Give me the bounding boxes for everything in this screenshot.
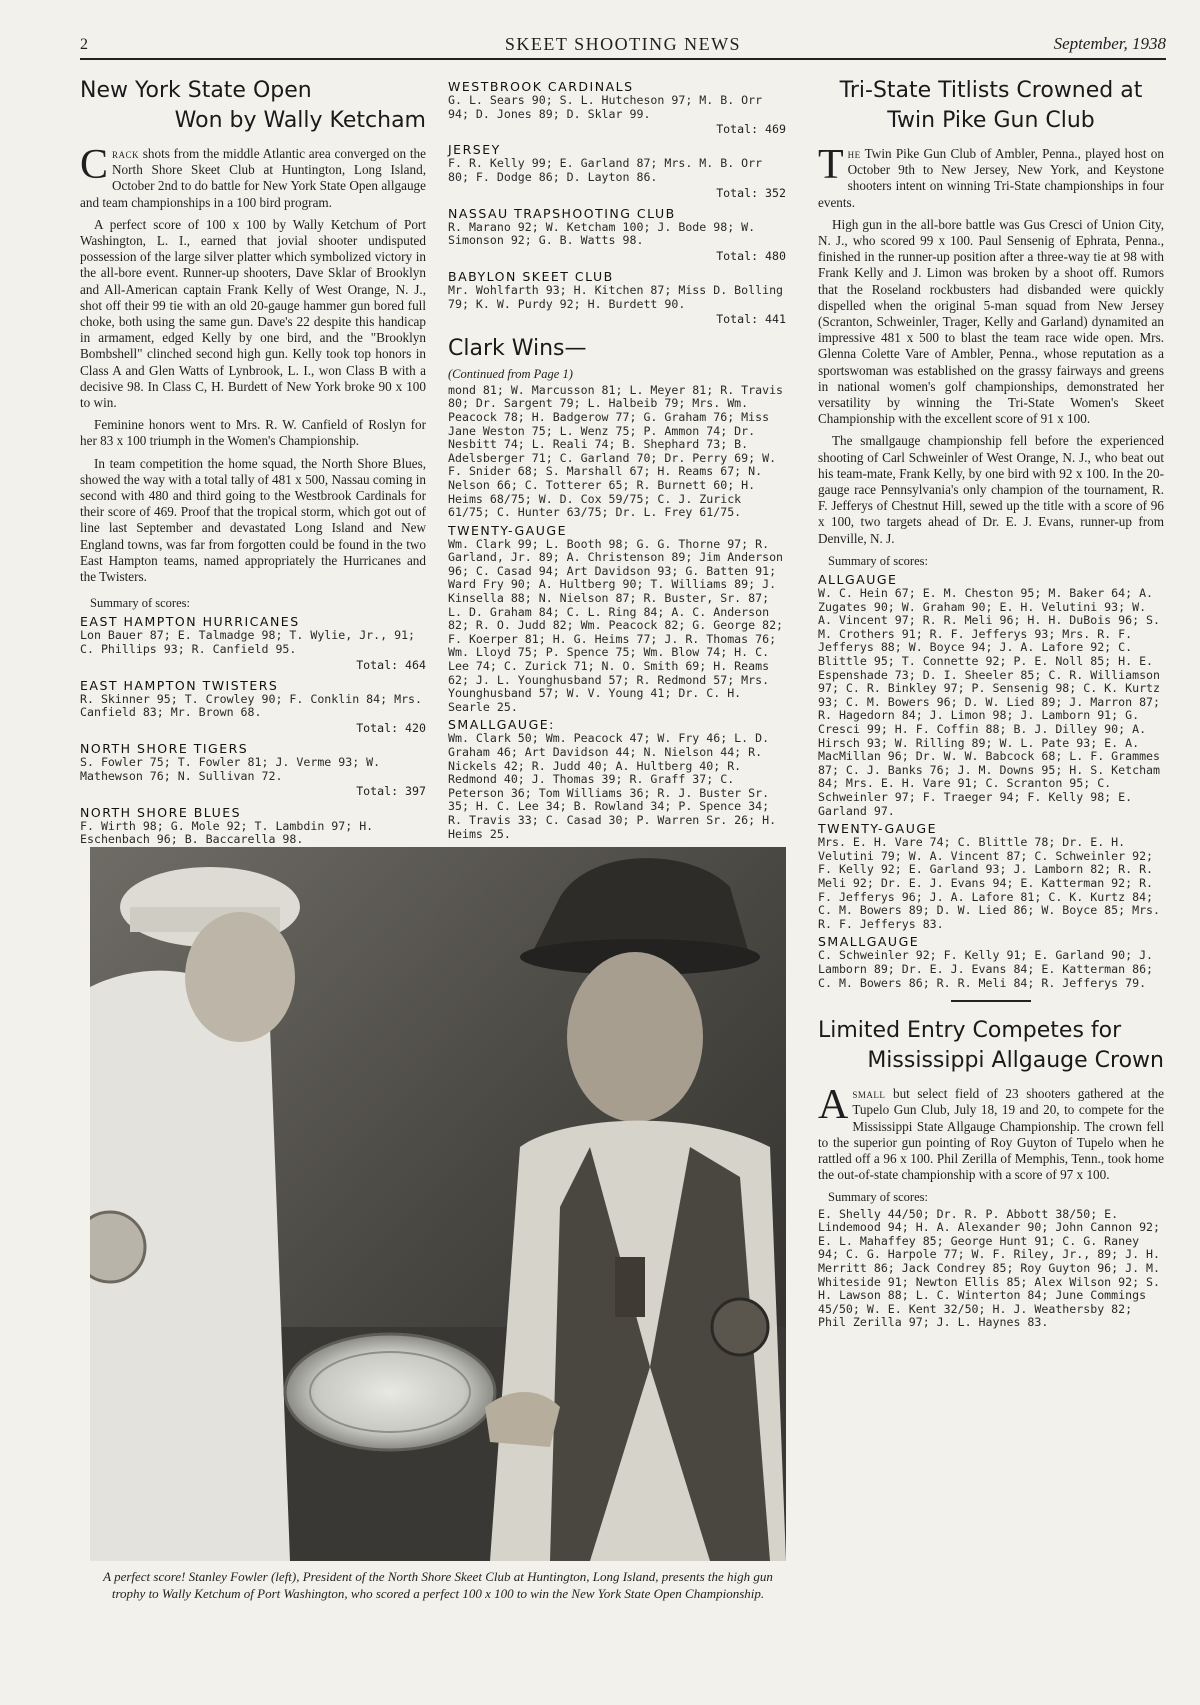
news-photo [90, 847, 786, 1561]
masthead [80, 30, 1166, 60]
team-score-block: NASSAU TRAPSHOOTING CLUB R. Marano 92; W. Ketcham 100; J. Bode 98; W. Simonson 92; G. B. Watts 98. Total: 480 [448, 205, 786, 263]
score-list: Mrs. E. H. Vare 74; C. Blittle 78; Dr. E. H. Velutini 79; W. A. Vincent 87; C. Schweinler 92; F. Kelly 92; E. Garland 93; J. Lamborn 82; R. R. Meli 92; Dr. E. J. Evans 94; E. Katterman 92; R. F. Jefferys 96; J. A. Lafore 81; C. K. Kurtz 84; C. M. Bowers 89; D. W. Lied 86; W. Boyce 85; Mrs. R. F. Jefferys 83. [818, 835, 1161, 931]
score-list: mond 81; W. Marcusson 81; L. Meyer 81; R. Travis 80; Dr. Sargent 79; L. Halbeib 79; Mrs. Wm. Peacock 78; H. Badgerow 77; G. Graham 76; Miss Jane Weston 75; L. Wenz 75; P. Ammon 74; Dr. Nesbitt 74; L. Reali 74; B. Shephard 73; B. Adelsberger 71; C. Garland 70; Dr. Perry 69; W. F. Snider 68; S. Marshall 67; H. Reams 67; N. Nelson 66; C. Totterer 65; R. Burnett 60; H. Heims 68/75; W. D. Cox 59/75; C. J. Zurick 61/75; C. Hunter 63/75; Dr. L. Frey 61/75. [448, 382, 784, 520]
team-score-block: NORTH SHORE BLUES F. Wirth 98; G. Mole 92; T. Lambdin 97; H. Eschenbach 96; B. Baccarella 98. [80, 804, 374, 847]
drop-cap: A [818, 1082, 849, 1129]
team-score-block: EAST HAMPTON HURRICANES Lon Bauer 87; E. Talmadge 98; T. Wylie, Jr., 91; C. Phillips 93; R. Canfield 95. Total: 464 [80, 614, 426, 672]
score-list: C. Schweinler 92; F. Kelly 91; E. Garland 90; J. Lamborn 89; Dr. E. J. Evans 84; E. Katterman 86; C. M. Bowers 86; R. R. Meli 84; R. Jefferys 79. [818, 948, 1154, 990]
score-list: E. Shelly 44/50; Dr. R. P. Abbott 38/50; E. Lindemood 94; H. A. Alexander 90; John Cannon 92; E. L. Mahaffey 85; George Hunt 91; C. G. Raney 94; C. G. Harpole 77; W. F. Riley, Jr., 89; J. H. Merritt 86; Jack Condrey 85; Roy Guyton 96; J. M. Whiteside 91; Newton Ellis 85; Alex Wilson 92; S. H. Lawson 88; L. C. Winterton 84; June Commings 45/50; W. E. Kent 32/50; H. J. Weathersby 82; Phil Zerilla 97; J. L. Haynes 83. [818, 1206, 1161, 1330]
score-list: Wm. Clark 99; L. Booth 98; G. G. Thorne 97; R. Garland, Jr. 89; A. Christenson 89; Jim Anderson 96; C. Casad 94; Art Davidson 93; G. Batten 91; Ward Fry 90; A. Hultberg 90; T. Williams 89; J. Kinsella 88; N. Nielson 87; R. Buster, Sr. 87; L. D. Graham 84; C. L. Ring 84; A. C. Anderson 82; R. O. Judd 82; Wm. Peacock 82; G. George 82; F. Koerper 81; H. G. Heims 77; J. R. Thomas 76; Wm. Lloyd 75; P. Spence 75; Wm. Blow 74; H. C. Lee 74; C. Zurick 71; N. O. Smith 69; H. Reams 62; J. L. Younghusband 57; R. Redmond 57; Mrs. Younghusband 57; W. V. Young 41; Dr. C. H. Searle 25. [448, 536, 784, 714]
summary-intro: Summary of scores: [90, 596, 190, 611]
score-list: W. C. Hein 67; E. M. Cheston 95; M. Baker 64; A. Zugates 90; W. Graham 90; E. H. Velutini 93; W. A. Vincent 97; R. R. Meli 96; H. H. DuBois 96; S. M. Crothers 91; R. F. Jefferys 93; Mrs. R. F. Jefferys 88; W. Boyce 94; J. A. Lafore 92; C. Blittle 95; T. Connette 92; P. E. Noll 85; H. E. Espenshade 73; D. I. Sheeler 85; C. R. Williamson 97; C. R. Binkley 97; P. Sensenig 98; C. K. Kurtz 93; C. M. Bowers 96; D. W. Lied 89; J. Marron 87; R. Hagedorn 84; J. Limon 98; J. Lamborn 91; G. Cresci 99; H. F. Coffin 88; B. J. Dilley 90; A. Hirsch 93; W. Rilling 89; W. L. Pate 93; E. A. MacMillan 96; Dr. W. W. Babcock 68; L. F. Grammes 87; C. J. Banks 76; J. M. Downs 95; H. S. Ketcham 84; Mrs. E. H. Vare 91; C. Scranton 95; C. Schweinler 97; F. Traeger 94; F. Kelly 98; E. Garland 97. [818, 586, 1161, 818]
score-list: Wm. Clark 50; Wm. Peacock 47; W. Fry 46; L. D. Graham 46; Art Davidson 44; N. Nielson 44; R. Nickels 42; R. Judd 40; A. Hultberg 40; R. Redmond 40; J. Thomas 39; R. Graff 37; C. Peterson 36; Tom Williams 36; R. J. Buster Sr. 35; H. C. Lee 34; B. Rowland 34; P. Spence 34; R. Travis 33; C. Casad 30; P. Warren Sr. 26; H. Heims 25. [448, 731, 777, 841]
team-score-block: EAST HAMPTON TWISTERS R. Skinner 95; T. Crowley 90; F. Conklin 84; Mrs. Canfield 83; Mr. Brown 68. Total: 420 [80, 677, 426, 736]
column-1 [80, 76, 426, 869]
continued-note: (Continued from Page 1) [448, 366, 573, 381]
section-heading: SMALLGAUGE: [448, 717, 555, 733]
article-paragraph: High gun in the all-bore battle was Gus Cresci of Union City, N. J., who scored 99 x 100. Paul Sensenig of Ephrata, Penna., finished in the runner-up position after a three-way tie at 98 with Frank Kelly and J. Limon was broken by a shoot off. Rumors that the Roseland rockbusters had disbanded were quickly dispelled when the original 5-man squad from New Jersey (Scranton, Schweinler, Trager, Kelly and Garland) dynamited an impressive 481 x 500 to blast the team race wide open. Mrs. Glenna Colette Vare of Ambler, Penna., whose reputation as a sportswoman was established on the grassy fairways and greens in national women's golf championships, demonstrated her versatility by winning the Tri-State Women's Skeet Championship with the excellent score of 91 x 100. [818, 216, 1164, 427]
article-paragraph: A perfect score of 100 x 100 by Wally Ketchum of Port Washington, L. I., earned that jovial shooter undisputed possession of the large silver platter which symbolized victory in the all-bore event. Runner-up shooters, Dave Sklar of Brooklyn and All-American captain Frank Kelly of West Orange, N. J., shot off their 99 tie with an old 20-gauge hammer gun bored full choke, both using the same gun. Dave's 22 despite this handicap in armament, edged Kelly by one bird, and the "Brooklyn Bombshell" clinched second high gun. Kelly took top honors in Class A and Glen Watts of Lynbrook, L. I., won Class B with a decisive 98. In Class C, H. Burdett of New York broke 90 x 100 to win. [80, 216, 426, 411]
section-heading: ALLGAUGE [818, 572, 898, 588]
page-number: 2 [80, 36, 88, 53]
article-paragraph: Feminine honors went to Mrs. R. W. Canfield of Roslyn for her 83 x 100 triumph in the Women's Championship. [80, 417, 426, 449]
article-headline: Clark Wins— [448, 335, 587, 361]
summary-intro: Summary of scores: [828, 1190, 928, 1205]
article-headline: Limited Entry Competes for Mississippi Allgauge Crown [818, 1018, 1164, 1074]
photo-caption: A perfect score! Stanley Fowler (left), President of the North Shore Skeet Club at Huntington, Long Island, presents the high gun trophy to Wally Ketchum of Port Washington, who scored a perfect 100 x 100 to win the New York State Open Championship. [103, 1569, 773, 1601]
summary-intro: Summary of scores: [828, 553, 928, 568]
drop-cap: T [818, 142, 844, 188]
team-score-block: WESTBROOK CARDINALS G. L. Sears 90; S. L. Hutcheson 97; M. B. Orr 94; D. Jones 89; D. Sklar 99. Total: 469 [448, 79, 786, 137]
issue-date: September, 1938 [1053, 34, 1166, 53]
article-paragraph: In team competition the home squad, the North Shore Blues, showed the way with a total tally of 481 x 500, Nassau coming in second with 480 and third going to the Westbrook Cardinals for their score of 469. Proof that the tropical storm, which got out of line last September and devastated Long Island and New England towns, was far from forgotten could be found in the two East Hampton teams, named appropriately the Hurricanes and the Twisters. [80, 455, 426, 585]
article-paragraph: The smallgauge championship fell before the experienced shooting of Carl Schweinler of West Orange, N. J., who beat out his team-mate, Frank Kelly, by one bird with 92 x 100. In the 20-gauge race Pennsylvania's only champion of the tournament, R. F. Jefferys of Chestnut Hill, sewed up the title with a score of 96 x 100, two targets ahead of Dr. E. J. Evans, runner-up from Denville, N. J. [818, 433, 1164, 546]
team-score-block: JERSEY F. R. Kelly 99; E. Garland 87; Mrs. M. B. Orr 80; F. Dodge 86; D. Layton 86. Total: 352 [448, 142, 786, 200]
section-heading: SMALLGAUGE [818, 934, 920, 950]
team-score-block: NORTH SHORE TIGERS S. Fowler 75; T. Fowler 81; J. Verme 93; W. Mathewson 76; N. Sullivan 72. Total: 397 [80, 741, 426, 799]
section-heading: TWENTY-GAUGE [818, 821, 937, 837]
article-paragraph: Asmall but select field of 23 shooters gathered at the Tupelo Gun Club, July 18, 19 and 20, to compete for the Mississippi State Allgauge Championship. The crown fell to the superior gun pointing of Roy Guyton of Tupelo when he rattled off a 96 x 100. Phil Zerilla of Memphis, Tenn., took home the out-of-state championship with a score of 97 x 100. [818, 1082, 1164, 1183]
team-score-block: BABYLON SKEET CLUB Mr. Wohlfarth 93; H. Kitchen 87; Miss D. Bolling 79; K. W. Purdy 92; H. Burdett 90. Total: 441 [448, 269, 786, 327]
column-3 [818, 76, 1164, 1330]
divider [951, 1000, 1031, 1002]
article-headline: New York State Open Won by Wally Ketcham [80, 78, 426, 133]
article-headline: Tri-State Titlists Crowned at Twin Pike Gun Club [839, 78, 1143, 133]
section-heading: TWENTY-GAUGE [448, 522, 567, 538]
publication-title: SKEET SHOOTING NEWS [504, 34, 742, 54]
article-paragraph: Crack shots from the middle Atlantic area converged on the North Shore Skeet Club at Huntington, Long Island, October 2nd to do battle for New York State Open allgauge and team championships in a 100 bird program. [80, 142, 427, 210]
article-paragraph: The Twin Pike Gun Club of Ambler, Penna., played host on October 9th to New Jersey, New York, and Keystone shooters intent on winning Tri-State championships in four events. [818, 142, 1164, 210]
drop-cap: C [80, 142, 109, 188]
